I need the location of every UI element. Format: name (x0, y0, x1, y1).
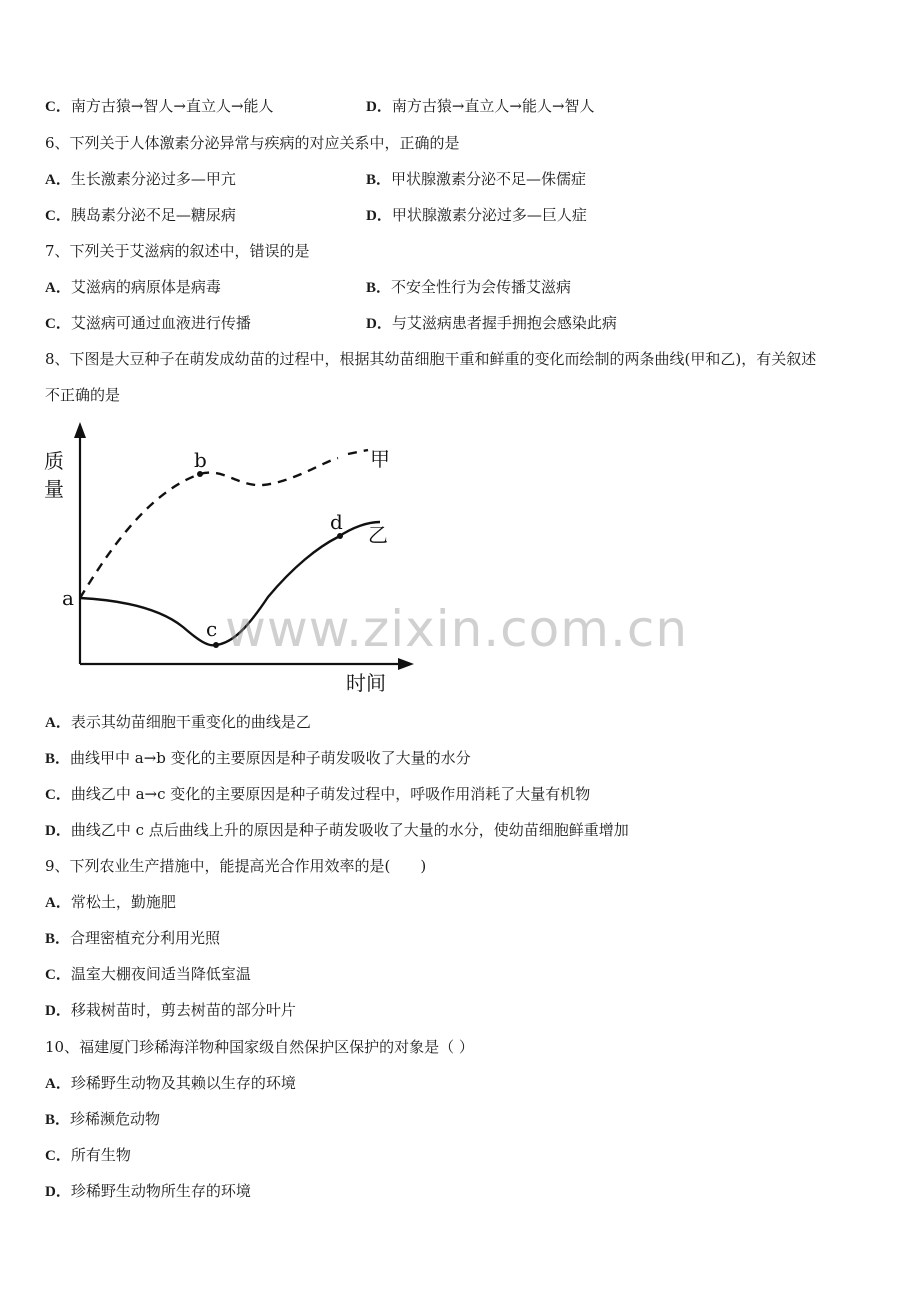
option-label: C． (45, 208, 71, 224)
q7-option-d (366, 313, 617, 334)
option-text: 与艾滋病患者握手拥抱会感染此病 (391, 314, 617, 332)
q5-option-d (366, 96, 595, 117)
option-text: 珍稀野生动物所生存的环境 (70, 1182, 251, 1200)
y-axis-arrow (74, 422, 86, 438)
x-axis-arrow (398, 658, 414, 670)
option-label: B． (45, 931, 71, 947)
option-text: 甲状腺激素分泌不足—侏儒症 (391, 170, 587, 188)
option-label: D． (45, 1184, 71, 1200)
q9-stem: 9、下列农业生产措施中，能提高光合作用效率的是( ) (45, 857, 427, 875)
option-label: D． (366, 99, 392, 115)
q6-option-d (366, 205, 587, 226)
option-text: 移栽树苗时，剪去树苗的部分叶片 (70, 1001, 296, 1019)
q8-stem-line2: 不正确的是 (45, 386, 121, 404)
q10-option-c (45, 1145, 131, 1166)
option-text: 曲线乙中 c 点后曲线上升的原因是种子萌发吸收了大量的水分，使幼苗细胞鲜重增加 (70, 821, 629, 839)
q8-figure (38, 412, 418, 702)
option-text: 南方古猿→智人→直立人→能人 (70, 97, 274, 115)
q7-option-c (45, 313, 251, 334)
q9-option-a (45, 892, 176, 913)
option-label: B． (366, 280, 392, 296)
q8-option-a (45, 712, 311, 733)
x-axis-label: 时间 (346, 671, 386, 695)
option-label: A． (45, 280, 71, 296)
option-label: C． (45, 787, 71, 803)
option-label: B． (45, 1112, 71, 1128)
q6-option-b (366, 169, 586, 190)
option-text: 珍稀野生动物及其赖以生存的环境 (70, 1074, 296, 1092)
q5-option-c (45, 96, 274, 117)
curve-yi-label: 乙 (368, 523, 388, 547)
point-c-label: c (206, 617, 218, 641)
q7-option-a (45, 277, 221, 298)
q8-option-d (45, 820, 629, 841)
curve-jia-label: 甲 (370, 447, 390, 471)
q7-stem: 7、下列关于艾滋病的叙述中，错误的是 (45, 242, 310, 260)
q6-option-c (45, 205, 236, 226)
q9-option-b (45, 928, 220, 949)
point-c-marker (213, 642, 219, 648)
q6-option-a (45, 169, 236, 190)
option-label: A． (45, 172, 71, 188)
option-text: 曲线甲中 a→b 变化的主要原因是种子萌发吸收了大量的水分 (70, 749, 471, 767)
q10-option-a (45, 1073, 296, 1094)
q9-option-c (45, 964, 251, 985)
option-label: C． (45, 316, 71, 332)
option-label: C． (45, 967, 71, 983)
option-label: B． (45, 751, 71, 767)
option-label: D． (45, 1003, 71, 1019)
q7-option-b (366, 277, 571, 298)
option-text: 不安全性行为会传播艾滋病 (391, 278, 572, 296)
option-text: 珍稀濒危动物 (70, 1110, 161, 1128)
option-label: B． (366, 172, 392, 188)
y-axis-label-1: 质 (44, 449, 64, 473)
option-text: 常松土，勤施肥 (70, 893, 176, 911)
point-d-label: d (330, 510, 343, 534)
option-text: 所有生物 (70, 1146, 131, 1164)
q10-option-b (45, 1109, 160, 1130)
q10-stem: 10、福建厦门珍稀海洋物种国家级自然保护区保护的对象是（ ） (45, 1038, 474, 1056)
q8-stem-line1: 8、下图是大豆种子在萌发成幼苗的过程中，根据其幼苗细胞干重和鲜重的变化而绘制的两条曲线(甲和乙)，有关叙述 (45, 350, 817, 368)
option-text: 甲状腺激素分泌过多—巨人症 (391, 206, 587, 224)
point-b-label: b (194, 448, 207, 472)
option-label: C． (45, 1148, 71, 1164)
option-text: 艾滋病可通过血液进行传播 (70, 314, 251, 332)
q8-option-c (45, 784, 590, 805)
option-label: D． (366, 316, 392, 332)
option-text: 胰岛素分泌不足—糖尿病 (70, 206, 236, 224)
option-text: 合理密植充分利用光照 (70, 929, 221, 947)
point-a-label: a (62, 586, 74, 610)
option-text: 表示其幼苗细胞干重变化的曲线是乙 (70, 713, 311, 731)
y-axis-label-2: 量 (44, 477, 64, 501)
option-text: 生长激素分泌过多—甲亢 (70, 170, 236, 188)
q6-stem: 6、下列关于人体激素分泌异常与疾病的对应关系中，正确的是 (45, 134, 460, 152)
option-label: A． (45, 895, 71, 911)
option-label: A． (45, 1076, 71, 1092)
q8-option-b (45, 748, 471, 769)
option-text: 艾滋病的病原体是病毒 (70, 278, 221, 296)
q9-option-d (45, 1000, 296, 1021)
option-text: 南方古猿→直立人→能人→智人 (391, 97, 595, 115)
option-label: A． (45, 715, 71, 731)
watermark-text: www.zixin.com.cn (225, 600, 689, 658)
curve-jia (80, 450, 368, 598)
option-label: D． (366, 208, 392, 224)
option-text: 曲线乙中 a→c 变化的主要原因是种子萌发过程中，呼吸作用消耗了大量有机物 (70, 785, 591, 803)
q10-option-d (45, 1181, 251, 1202)
option-text: 温室大棚夜间适当降低室温 (70, 965, 251, 983)
option-label: D． (45, 823, 71, 839)
option-label: C． (45, 99, 71, 115)
